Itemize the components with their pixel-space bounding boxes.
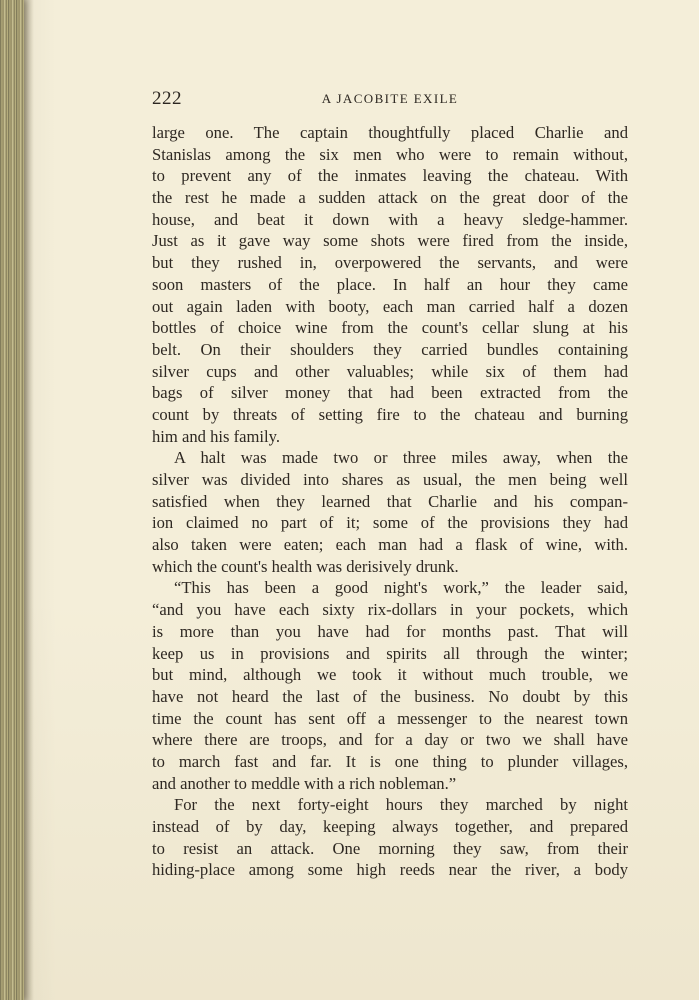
- text-line: house, and beat it down with a heavy sledge-hammer.: [152, 209, 628, 229]
- text-line: which the count's health was derisively drunk.: [152, 556, 459, 576]
- text-line: large one. The captain thoughtfully placed Charlie and: [152, 123, 628, 142]
- text-line: silver cups and other valuables; while six of them had: [152, 361, 628, 381]
- running-head: [152, 88, 628, 112]
- text-line: is more than you have had for months past. That will: [152, 621, 628, 641]
- text-line: satisfied when they learned that Charlie and his compan-: [152, 491, 628, 511]
- text-line: to prevent any of the inmates leaving the chateau. With: [152, 166, 628, 186]
- text-line: also taken were eaten; each man had a flask of wine, with.: [152, 535, 628, 555]
- book-binding: [0, 0, 24, 1000]
- text-line: Just as it gave way some shots were fired from the inside,: [152, 231, 628, 251]
- text-line: For the next forty-eight hours they marched by night: [174, 795, 628, 815]
- text-line: count by threats of setting fire to the chateau and burning: [152, 404, 628, 424]
- binding-shadow: [24, 0, 34, 1000]
- body-text: [152, 122, 628, 881]
- text-line: Stanislas among the six men who were to remain without,: [152, 144, 628, 164]
- text-line: ion claimed no part of it; some of the provisions they had: [152, 513, 628, 533]
- text-line: belt. On their shoulders they carried bundles containing: [152, 339, 628, 359]
- text-line: to march fast and far. It is one thing to plunder villages,: [152, 751, 628, 771]
- text-line: “This has been a good night's work,” the leader said,: [174, 578, 628, 598]
- text-line: have not heard the last of the business. No doubt by this: [152, 686, 628, 706]
- text-line: where there are troops, and for a day or two we shall have: [152, 730, 628, 750]
- text-line: bottles of choice wine from the count's cellar slung at his: [152, 318, 628, 338]
- text-line: and another to meddle with a rich nobleman.”: [152, 773, 457, 793]
- text-line: out again laden with booty, each man carried half a dozen: [152, 296, 628, 316]
- text-line: silver was divided into shares as usual, the men being well: [152, 470, 628, 489]
- text-line: to resist an attack. One morning they saw, from their: [152, 838, 628, 858]
- text-line: but mind, although we took it without much trouble, we: [152, 665, 628, 685]
- text-line: keep us in provisions and spirits all through the winter;: [152, 643, 628, 663]
- text-line: him and his family.: [152, 426, 280, 446]
- text-line: instead of by day, keeping always together, and prepared: [152, 817, 628, 836]
- running-title: A JACOBITE EXILE: [321, 91, 459, 106]
- text-line: time the count has sent off a messenger to the nearest town: [152, 708, 628, 728]
- text-line: bags of silver money that had been extracted from the: [152, 383, 628, 403]
- text-line: but they rushed in, overpowered the servants, and were: [152, 253, 628, 273]
- text-line: soon masters of the place. In half an hour they came: [152, 274, 628, 294]
- text-line: hiding-place among some high reeds near the river, a body: [152, 860, 628, 880]
- text-line: the rest he made a sudden attack on the great door of the: [152, 188, 628, 208]
- page-number: 222: [152, 88, 182, 109]
- text-line: “and you have each sixty rix-dollars in your pockets, which: [152, 600, 628, 620]
- text-line: A halt was made two or three miles away, when the: [174, 448, 628, 468]
